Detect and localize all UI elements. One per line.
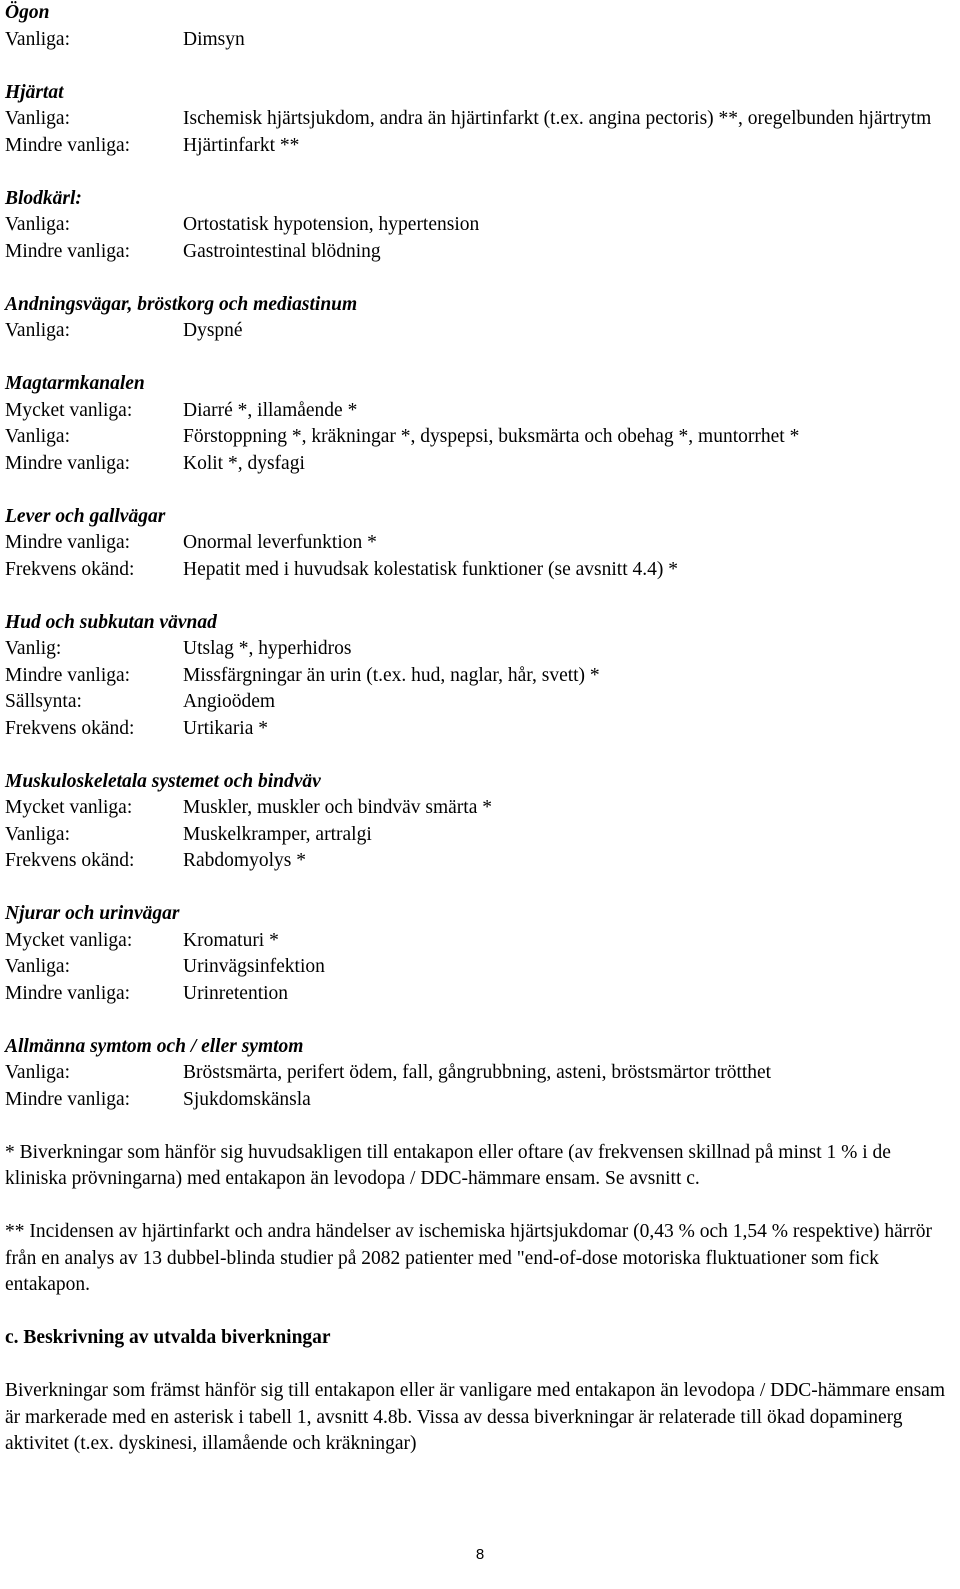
frequency-row <box>5 27 955 54</box>
organ-class-section <box>5 610 955 743</box>
adverse-reactions-list <box>5 0 955 1113</box>
frequency-row <box>5 822 955 849</box>
frequency-label: Mindre vanliga: <box>5 982 131 1004</box>
organ-class-heading: Njurar och urinvägar <box>5 903 180 924</box>
organ-class-section <box>5 769 955 875</box>
reaction-text: Förstoppning *, kräkningar *, dyspepsi, buksmärta och obehag *, muntorrhet * <box>183 426 800 447</box>
organ-class-heading: Blodkärl: <box>5 187 82 209</box>
footnote-single-star: * Biverkningar som hänför sig huvudsakligen till entakapon eller oftare (av frekvensen skillnad på minst 1 % i de kliniska prövningarna) med entakapon än levodopa / DDC-hämmare ensam. Se avsnitt c. <box>5 1141 891 1189</box>
frequency-label: Vanliga: <box>5 956 70 977</box>
reaction-text: Kromaturi * <box>183 929 279 951</box>
frequency-label: Mycket vanliga: <box>5 797 133 818</box>
frequency-label: Vanliga: <box>5 214 70 235</box>
frequency-row <box>5 424 955 451</box>
document-page <box>5 0 955 1458</box>
frequency-label: Vanliga: <box>5 1062 70 1083</box>
frequency-label: Mycket vanliga: <box>5 399 133 421</box>
frequency-label: Mycket vanliga: <box>5 929 133 951</box>
frequency-row <box>5 848 955 875</box>
section-c-heading: c. Beskrivning av utvalda biverkningar <box>5 1327 331 1348</box>
organ-class-heading: Muskuloskeletala systemet och bindväv <box>5 770 321 792</box>
frequency-row <box>5 1087 955 1114</box>
organ-class-section <box>5 371 955 477</box>
frequency-label: Mindre vanliga: <box>5 134 131 156</box>
reaction-text: Bröstsmärta, perifert ödem, fall, gångrubbning, asteni, bröstsmärtor trötthet <box>183 1062 772 1083</box>
frequency-row <box>5 106 955 133</box>
organ-class-section <box>5 292 955 345</box>
reaction-text: Utslag *, hyperhidros <box>183 638 352 659</box>
organ-class-heading: Magtarmkanalen <box>5 373 145 394</box>
reaction-text: Urinvägsinfektion <box>183 956 325 977</box>
frequency-row <box>5 398 955 425</box>
frequency-row <box>5 928 955 955</box>
frequency-label: Vanlig: <box>5 638 62 659</box>
reaction-text: Diarré *, illamående * <box>183 399 358 421</box>
reaction-text: Ortostatisk hypotension, hypertension <box>183 214 480 235</box>
frequency-label: Mindre vanliga: <box>5 452 131 474</box>
organ-class-section <box>5 1034 955 1114</box>
organ-class-heading: Ögon <box>5 2 50 23</box>
reaction-text: Missfärgningar än urin (t.ex. hud, naglar, hår, svett) * <box>183 664 600 686</box>
frequency-row <box>5 530 955 557</box>
reaction-text: Hepatit med i huvudsak kolestatisk funktioner (se avsnitt 4.4) * <box>183 558 678 580</box>
frequency-row <box>5 451 955 478</box>
organ-class-section <box>5 504 955 584</box>
page-number: 8 <box>475 1546 485 1563</box>
frequency-row <box>5 1060 955 1087</box>
reaction-text: Rabdomyolys * <box>183 850 306 871</box>
frequency-label: Vanliga: <box>5 426 70 447</box>
organ-class-heading: Allmänna symtom och / eller symtom <box>5 1035 304 1057</box>
organ-class-section <box>5 80 955 160</box>
organ-class-heading: Andningsvägar, bröstkorg och mediastinum <box>5 293 358 315</box>
reaction-text: Sjukdomskänsla <box>183 1088 311 1110</box>
frequency-row <box>5 716 955 743</box>
frequency-label: Vanliga: <box>5 28 70 50</box>
frequency-label: Frekvens okänd: <box>5 717 135 739</box>
frequency-label: Vanliga: <box>5 108 70 129</box>
reaction-text: Gastrointestinal blödning <box>183 240 381 262</box>
reaction-text: Onormal leverfunktion * <box>183 532 377 553</box>
organ-class-section <box>5 0 955 53</box>
organ-class-heading: Hjärtat <box>5 81 64 103</box>
frequency-label: Mindre vanliga: <box>5 532 131 553</box>
frequency-row <box>5 981 955 1008</box>
frequency-row <box>5 636 955 663</box>
frequency-label: Mindre vanliga: <box>5 240 131 262</box>
frequency-row <box>5 212 955 239</box>
frequency-row <box>5 663 955 690</box>
frequency-row <box>5 133 955 160</box>
reaction-text: Ischemisk hjärtsjukdom, andra än hjärtinfarkt (t.ex. angina pectoris) **, oregelbunden hjärtrytm <box>183 108 932 129</box>
reaction-text: Dyspné <box>183 320 243 341</box>
frequency-label: Frekvens okänd: <box>5 558 135 580</box>
organ-class-section <box>5 186 955 266</box>
reaction-text: Muskelkramper, artralgi <box>183 823 372 845</box>
frequency-row <box>5 954 955 981</box>
frequency-label: Vanliga: <box>5 320 70 341</box>
reaction-text: Urinretention <box>183 982 289 1004</box>
frequency-row <box>5 795 955 822</box>
frequency-label: Sällsynta: <box>5 691 82 712</box>
frequency-label: Vanliga: <box>5 823 70 845</box>
frequency-row <box>5 557 955 584</box>
organ-class-heading: Lever och gallvägar <box>5 505 166 527</box>
organ-class-heading: Hud och subkutan vävnad <box>5 611 217 633</box>
reaction-text: Muskler, muskler och bindväv smärta * <box>183 797 492 818</box>
reaction-text: Kolit *, dysfagi <box>183 452 305 474</box>
reaction-text: Angioödem <box>183 691 276 712</box>
reaction-text: Hjärtinfarkt ** <box>183 134 300 156</box>
section-c-body: Biverkningar som främst hänför sig till entakapon eller är vanligare med entakapon än levodopa / DDC-hämmare ensam är markerade med en asterisk i tabell 1, avsnitt 4.8b. Vissa av dessa biverkningar är relaterade till ökad dopaminerg aktivitet (t.ex. dyskinesi, illamående och kräkningar) <box>5 1380 946 1454</box>
footnote-double-star: ** Incidensen av hjärtinfarkt och andra händelser av ischemiska hjärtsjukdomar (0,43 % och 1,54 % respektive) härrör från en analys av 13 dubbel-blinda studier på 2082 patienter med "end-of-dose motoriska fluktuationer som fick entakapon. <box>5 1221 933 1295</box>
frequency-row <box>5 239 955 266</box>
frequency-label: Frekvens okänd: <box>5 850 135 871</box>
frequency-row <box>5 318 955 345</box>
frequency-label: Mindre vanliga: <box>5 664 131 686</box>
frequency-row <box>5 689 955 716</box>
reaction-text: Dimsyn <box>183 28 245 50</box>
reaction-text: Urtikaria * <box>183 717 269 739</box>
frequency-label: Mindre vanliga: <box>5 1088 131 1110</box>
organ-class-section <box>5 901 955 1007</box>
